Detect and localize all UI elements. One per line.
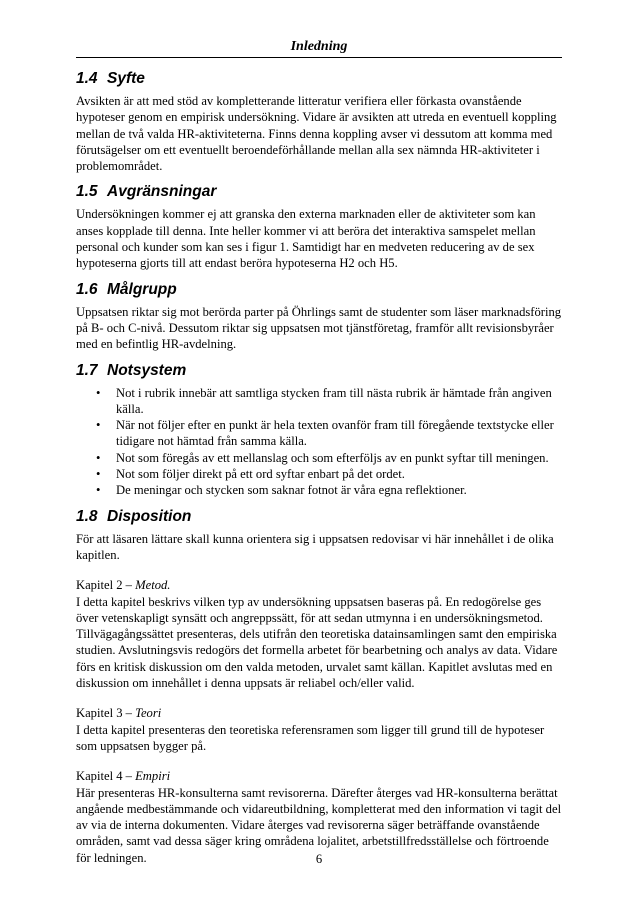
section-notsystem [76, 362, 564, 499]
section-number: 1.6 [76, 280, 98, 298]
chapter-label: Kapitel 4 – [76, 769, 136, 784]
list-item [76, 385, 564, 418]
bullet-icon: • [96, 418, 101, 433]
chapter-text: Här presenteras HR-konsulterna samt revisorerna. Därefter återges vad HR-konsulterna berättat angående medbestämmande och vidareutbildning, kompletterat med den information vi tagit del av via de interna dokumenten. Vidare återges vad revisorerna säger beträffande ovanstående områden, samt vad dessa säger kring områdena lojalitet, arbetstillfredsställelse och förtroende för ledningen. [76, 785, 562, 865]
chapter-name: Metod. [135, 578, 171, 593]
list-item-text: När not följer efter en punkt är hela texten ovanför fram till föregående textstycke eller tidigare not hämtad från samma källa. [116, 418, 554, 449]
chapter-heading [76, 768, 564, 784]
section-number: 1.8 [76, 507, 98, 525]
page-number: 6 [315, 852, 323, 866]
chapter-name: Empiri [135, 769, 171, 784]
list-item-text: Not i rubrik innebär att samtliga stycken fram till nästa rubrik är hämtade från angiven källa. [116, 385, 552, 416]
list-item-text: De meningar och stycken som saknar fotnot är våra egna reflektioner. [116, 483, 467, 498]
section-number: 1.7 [76, 361, 98, 379]
list-item [76, 466, 564, 482]
section-heading [76, 281, 564, 299]
chapter-heading [76, 705, 564, 721]
section-heading [76, 70, 564, 88]
section-body: Undersökningen kommer ej att granska den externa marknaden eller de aktiviteter som kan anses kopplade till denna. Inte heller kommer vi att beröra det interaktiva samspelet mellan personal och kunder som kan ses i figur 1. Samtidigt har en medveten reducering av de sex hypoteserna gjorts till att endast beröra hypoteserna H2 och H5. [76, 207, 536, 271]
section-body: Avsikten är att med stöd av kompletterande litteratur verifiera eller förkasta ovanstående hypoteser genom en empirisk undersökning. Vidare är avsikten att utreda en eventuell koppling mellan de två valda HR-aktiviteterna. Finns denna koppling avser vi dessutom att komma med förutsägelser om ett eventuellt beroendeförhållande mellan alla sex nämnda HR-aktiviteter i problemområdet. [76, 94, 557, 174]
section-syfte [76, 70, 564, 174]
chapter-text: I detta kapitel presenteras den teoretiska referensramen som ligger till grund till de hypoteser som uppsatsen bygger på. [76, 722, 545, 753]
section-title: Syfte [107, 70, 145, 87]
section-heading [76, 508, 564, 526]
chapter-label: Kapitel 2 – [76, 578, 136, 593]
section-title: Målgrupp [107, 280, 177, 298]
list-item [76, 482, 564, 498]
bullet-icon: • [96, 450, 101, 465]
section-heading [76, 362, 564, 380]
list-item [76, 450, 564, 466]
section-malgrupp [76, 281, 564, 353]
chapter-name: Teori [135, 706, 162, 721]
section-title: Disposition [107, 507, 192, 525]
chapter-text: I detta kapitel beskrivs vilken typ av undersökning uppsatsen baseras på. En redogörelse ges över vetenskapligt synsätt och angreppssätt, för att sedan utmynna i en undersökningsmetod. Tillvägagångssättet presenteras, dels utifrån den teoretiska datainsamlingen samt den empiriska studien. Avslutningsvis redogörs det formella arbetet för bearbetning och analys av data. Vidare förs en kritisk diskussion om den valda metoden, urvalet samt källan. Kapitlet avslutas med en diskussion om innehållet i denna uppsats är reliabel och/eller valid. [76, 594, 558, 691]
page-content [76, 70, 564, 875]
bullet-icon: • [96, 483, 101, 498]
section-title: Notsystem [107, 361, 187, 379]
list-item-text: Not som följer direkt på ett ord syftar enbart på det ordet. [116, 467, 405, 482]
bullet-icon: • [96, 385, 101, 400]
section-title: Avgränsningar [107, 183, 217, 201]
section-number: 1.5 [76, 183, 98, 201]
list-item [76, 417, 564, 450]
chapter-label: Kapitel 3 – [76, 706, 136, 721]
section-number: 1.4 [76, 70, 98, 87]
bullet-list [76, 385, 564, 499]
chapter-summary-teori [76, 705, 564, 754]
section-heading [76, 183, 564, 201]
section-intro: För att läsaren lättare skall kunna orientera sig i uppsatsen redovisar vi här innehållet i de olika kapitlen. [76, 531, 554, 562]
bullet-icon: • [96, 467, 101, 482]
section-body: Uppsatsen riktar sig mot berörda parter på Öhrlings samt de studenter som läser marknadsföring på B- och C-nivå. Dessutom riktar sig uppsatsen mot tjänstföretag, framför allt revisionsbyråer med en befintlig HR-avdelning. [76, 304, 562, 352]
chapter-heading [76, 577, 564, 593]
section-disposition [76, 508, 564, 866]
chapter-summary-metod [76, 577, 564, 691]
section-avgransningar [76, 183, 564, 271]
running-header: Inledning [76, 38, 562, 58]
list-item-text: Not som föregås av ett mellanslag och som efterföljs av en punkt syftar till meningen. [116, 450, 549, 465]
